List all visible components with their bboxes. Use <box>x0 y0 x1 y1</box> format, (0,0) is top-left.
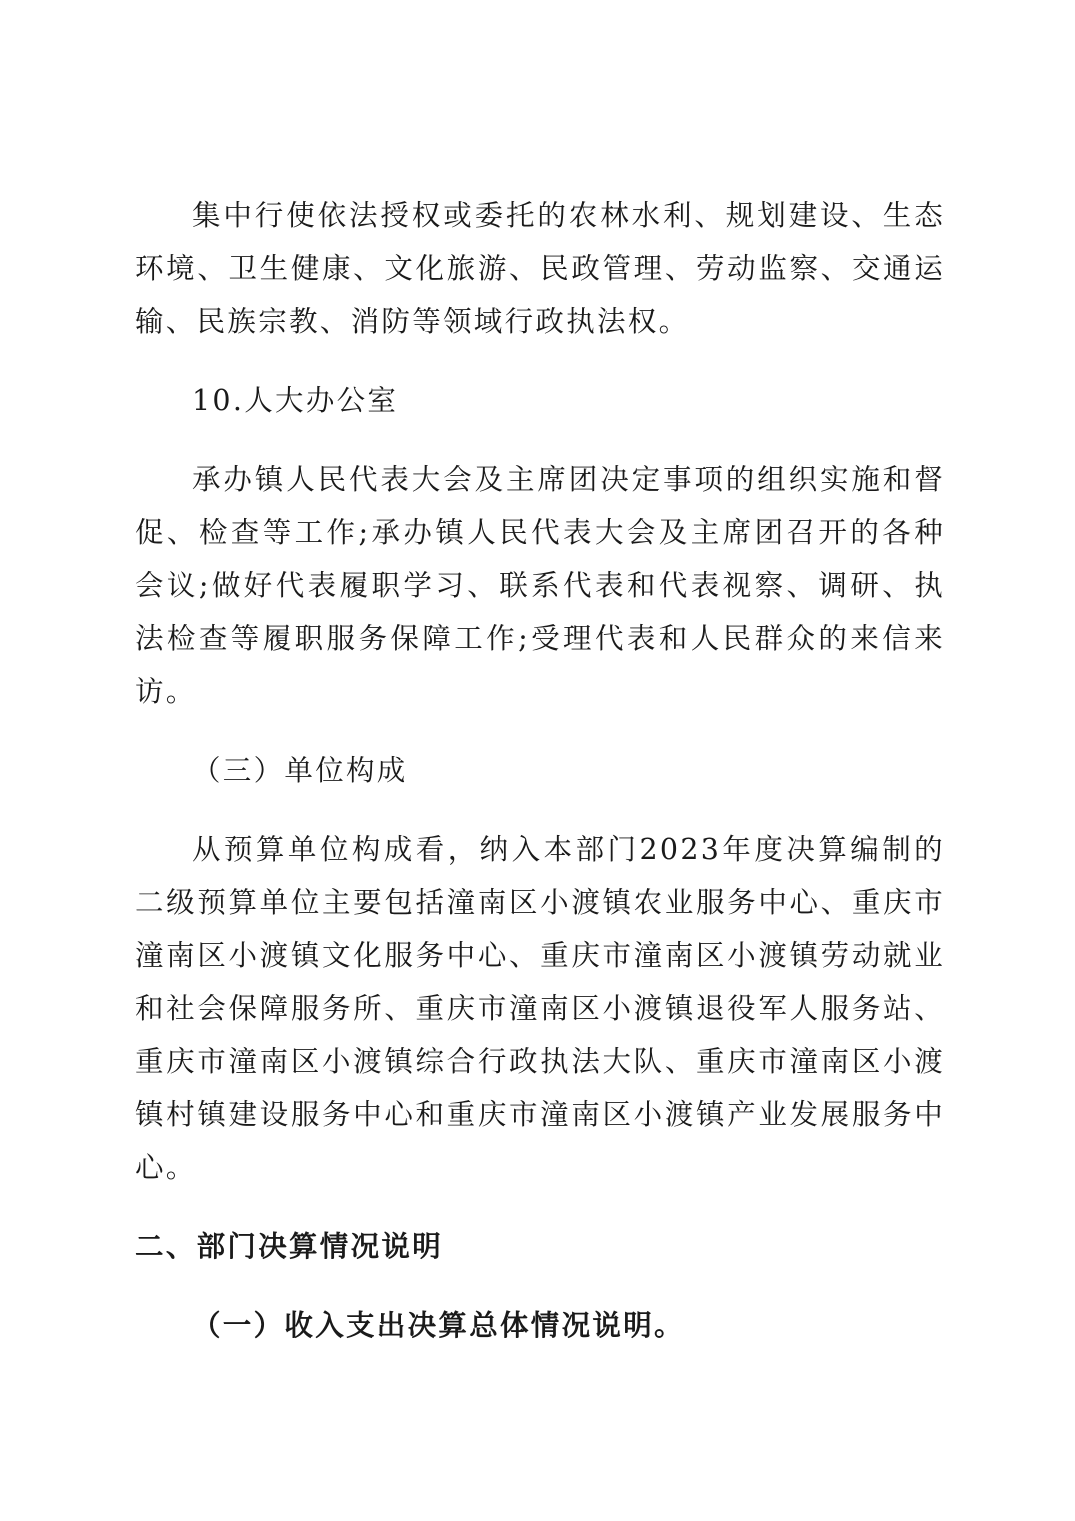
paragraph-unit-composition: 从预算单位构成看，纳入本部门2023年度决算编制的二级预算单位主要包括潼南区小渡镇农业服务中心、重庆市潼南区小渡镇文化服务中心、重庆市潼南区小渡镇劳动就业和社会保障服务所、重庆市潼南区小渡镇退役军人服务站、重庆市潼南区小渡镇综合行政执法大队、重庆市潼南区小渡镇村镇建设服务中心和重庆市潼南区小渡镇产业发展服务中心。 <box>135 833 945 1184</box>
paragraph-gap <box>135 348 945 374</box>
heading-section-two: 二、部门决算情况说明 <box>135 1230 444 1263</box>
paragraph-enforcement-scope: 集中行使依法授权或委托的农林水利、规划建设、生态环境、卫生健康、文化旅游、民政管理、劳动监察、交通运输、民族宗教、消防等领域行政执法权。 <box>135 199 945 338</box>
paragraph-gap <box>135 1194 945 1220</box>
document-body <box>135 189 945 1352</box>
heading-unit-composition: （三）单位构成 <box>192 754 408 787</box>
paragraph-gap <box>135 718 945 744</box>
paragraph-gap <box>135 797 945 823</box>
paragraph-npc-office-duties: 承办镇人民代表大会及主席团决定事项的组织实施和督促、检查等工作;承办镇人民代表大会及主席团召开的各种会议;做好代表履职学习、联系代表和代表视察、调研、执法检查等履职服务保障工作;受理代表和人民群众的来信来访。 <box>135 463 945 708</box>
paragraph-gap <box>135 1273 945 1299</box>
heading-revenue-expenditure: （一）收入支出决算总体情况说明。 <box>192 1309 685 1342</box>
paragraph-gap <box>135 427 945 453</box>
heading-npc-office: 10.人大办公室 <box>192 384 399 417</box>
